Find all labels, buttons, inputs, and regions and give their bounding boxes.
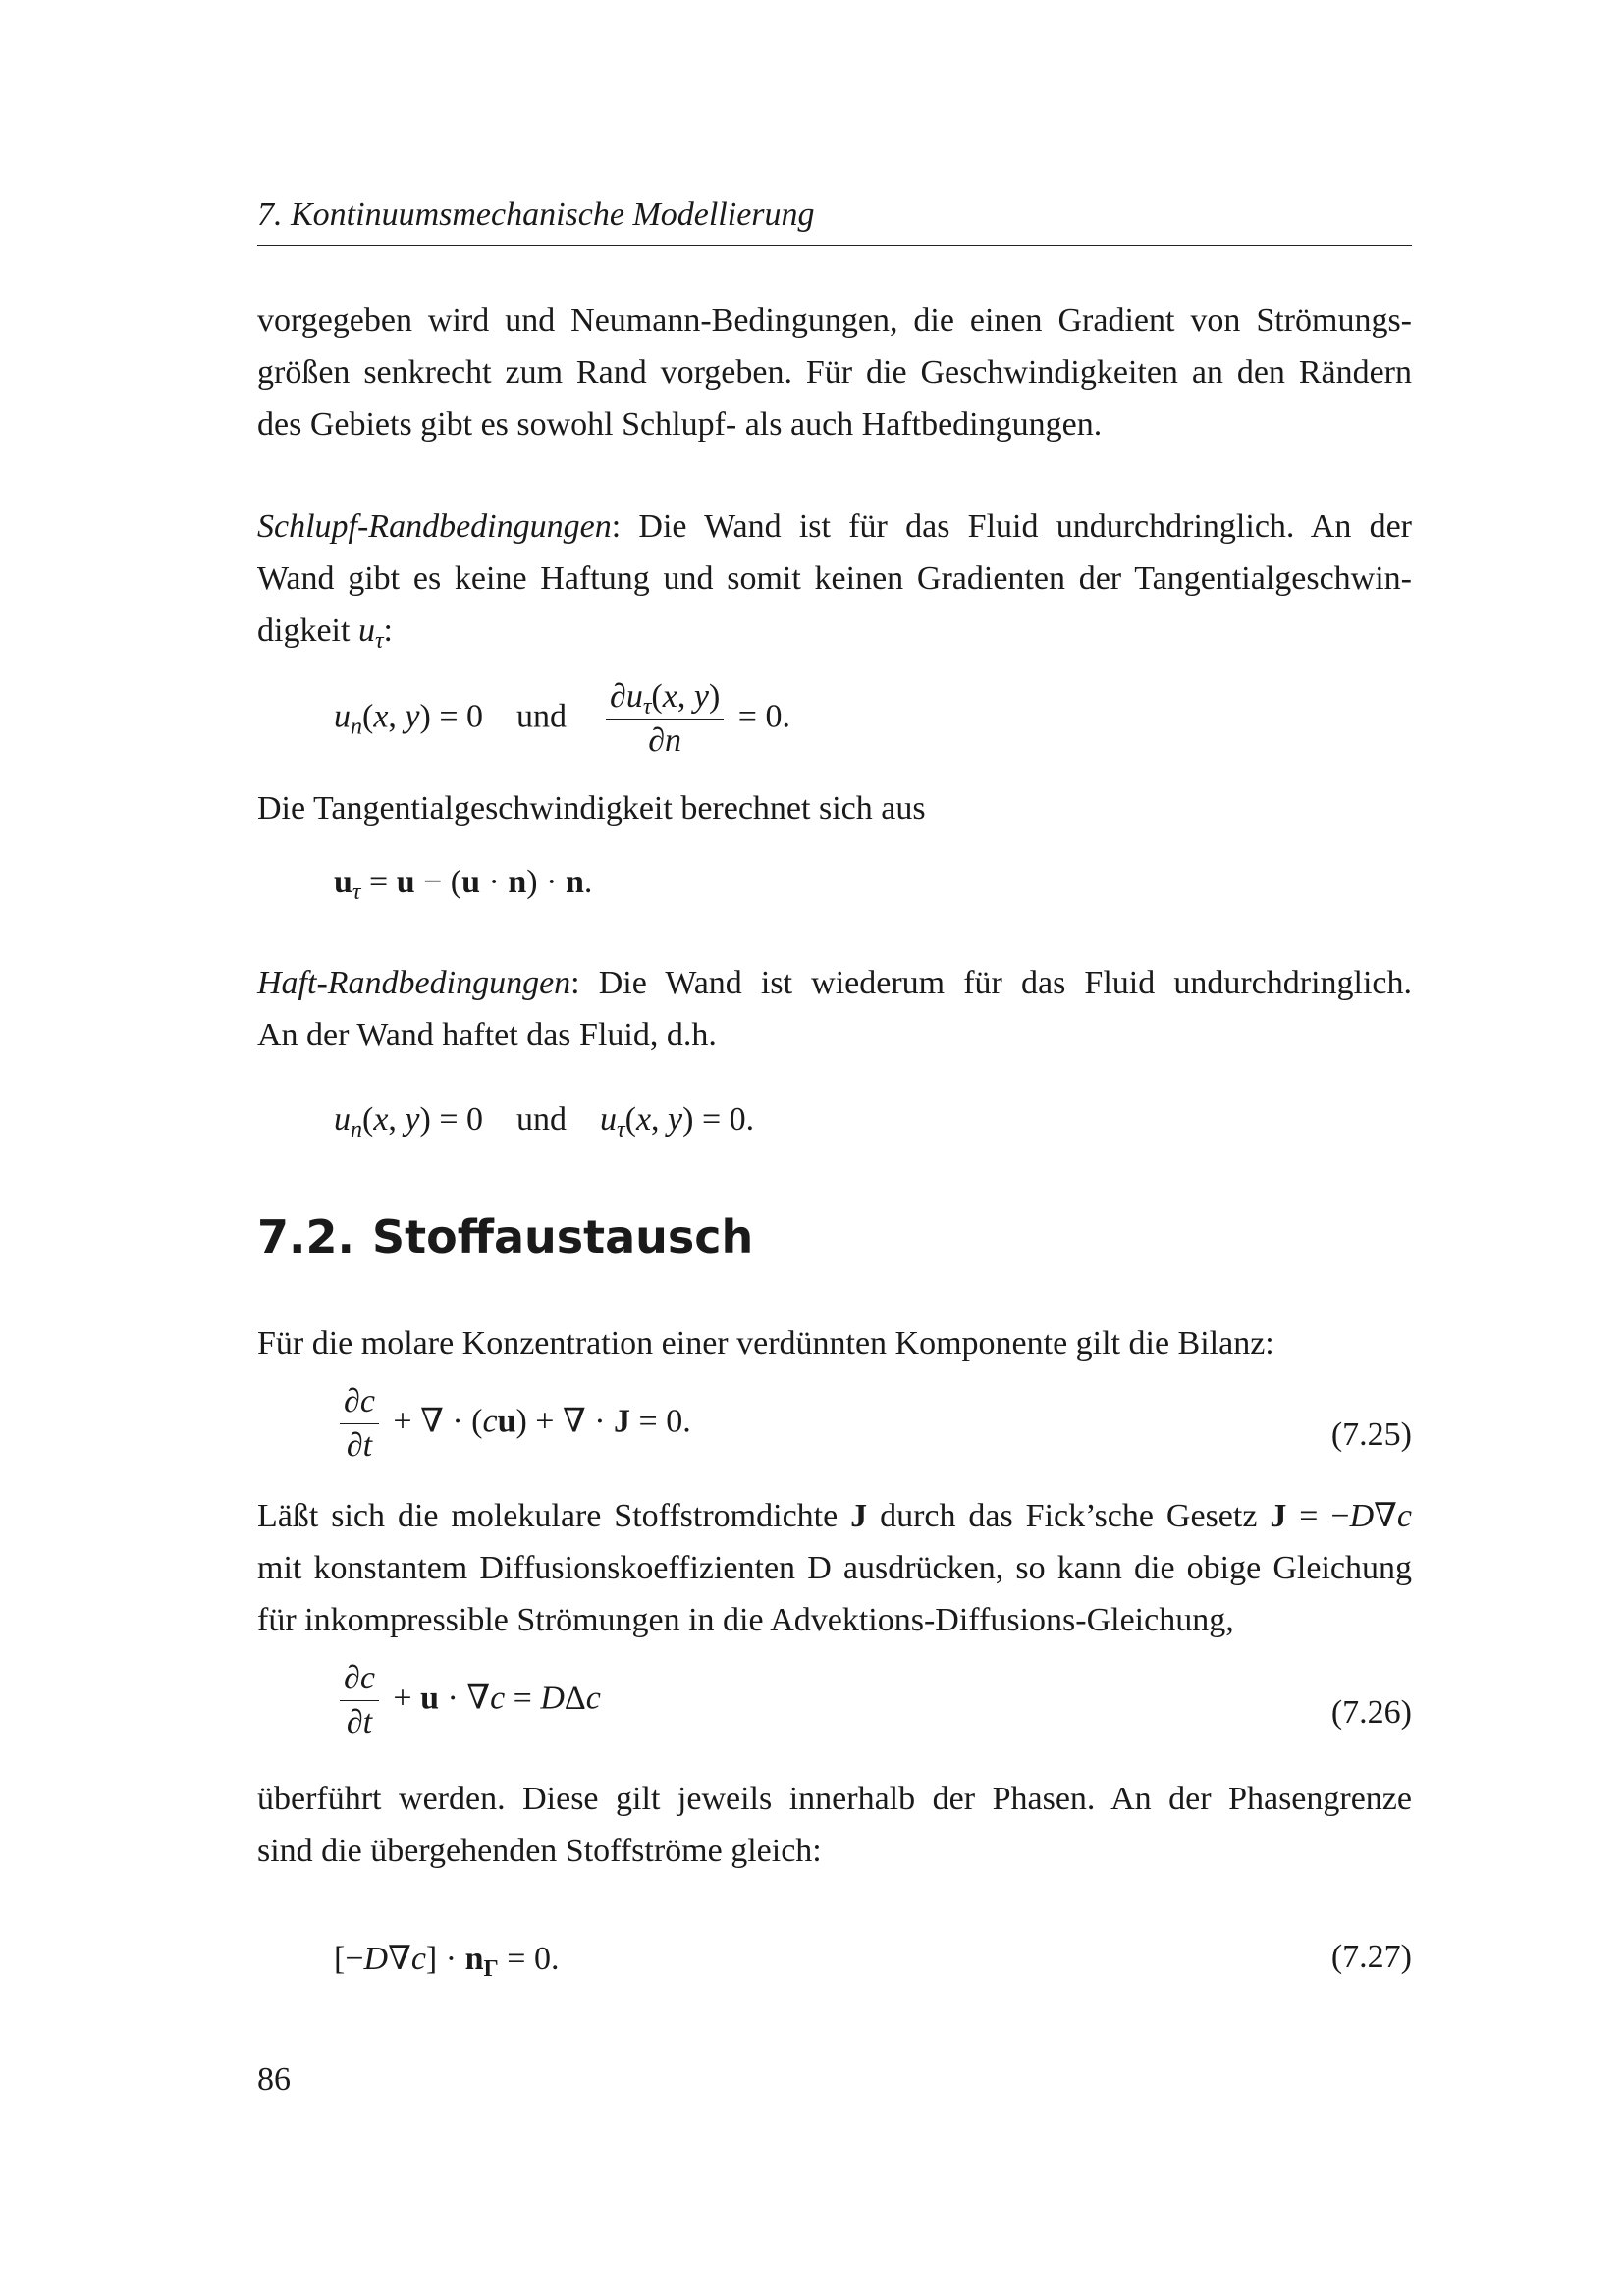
p7-line-1: überführt werden. Diese gilt jeweils innerhalb der Phasen. An der Phasengrenze — [257, 1781, 1412, 1817]
p4-line-2: An der Wand haftet das Fluid, d.h. — [257, 1017, 717, 1053]
paragraph-balance-intro: Für die molare Konzentration einer verdünnten Komponente gilt die Bilanz: — [257, 1325, 1274, 1362]
p6-line-1: Läßt sich die molekulare Stoffstromdichte J durch das Fick’sche Gesetz J = −D∇c — [257, 1498, 1413, 1534]
fraction-dc-dt: $\frac{\partial c}{\partial t}$ — [340, 1382, 379, 1466]
p4-line-1 — [257, 957, 1412, 1009]
equation-noslip: $u_n(x$, y) = 0 und $u_\tau(x$, y) = 0. — [334, 1101, 755, 1143]
fraction-dc-dt-2: $\frac{\partial c}{\partial t}$ — [340, 1659, 379, 1742]
equation-slip: $u_n(x$, y) = 0 und $\frac{\partial u_\tau(x, y)}{\partial n}$ = 0. — [334, 678, 790, 759]
paragraph-tangential-velocity: Die Tangentialgeschwindigkeit berechnet sich aus — [257, 790, 926, 827]
section-title-text: Stoffaustausch — [371, 1210, 754, 1263]
paragraph-interface — [257, 1773, 1412, 1877]
equation-number-7-27: (7.27) — [1330, 1939, 1412, 1975]
eq-slip-and: und — [516, 698, 568, 735]
p7-line-2: sind die übergehenden Stoffströme gleich: — [257, 1833, 822, 1869]
equation-7-25: $\frac{\partial c}{\partial t}$ + ∇ · (cu) + ∇ · J = 0. — [334, 1382, 691, 1466]
paragraph-fick-law — [257, 1490, 1412, 1646]
p1-line-2: größen senkrecht zum Rand vorgeben. Für die Geschwindigkeiten an den Rändern — [257, 354, 1412, 391]
equation-tangential-velocity: $u_\tau = u - (u \cdot n) \cdot n$. — [334, 864, 593, 905]
p6-line-2: mit konstantem Diffusionskoeffizienten D ausdrücken, so kann die obige Gleichung — [257, 1550, 1412, 1586]
p2-line-3: digkeit $u_\tau$: — [257, 613, 393, 654]
equation-number-7-25: (7.25) — [1330, 1416, 1412, 1453]
equation-number-7-26: (7.26) — [1330, 1694, 1412, 1731]
running-header: 7. Kontinuumsmechanische Modellierung — [257, 192, 1412, 246]
p2-line-2: Wand gibt es keine Haftung und somit keinen Gradienten der Tangentialgeschwin- — [257, 561, 1412, 597]
p6-line-3: für inkompressible Strömungen in die Advektions-Diffusions-Gleichung, — [257, 1602, 1234, 1638]
equation-7-26: $\frac{\partial c}{\partial t}$ + u · ∇c = DΔc — [334, 1659, 601, 1742]
term-noslip-conditions: Haft-Randbedingungen — [257, 965, 571, 1001]
page-number: 86 — [257, 2061, 291, 2098]
section-number: 7.2. — [257, 1210, 354, 1263]
p6-line-1-a: Läßt sich die molekulare Stoffstromdichte — [257, 1498, 851, 1534]
paragraph-noslip-conditions — [257, 957, 1412, 1061]
equation-7-27: $[-D\nabla c] \cdot n_\Gamma = 0$. — [334, 1941, 560, 1982]
paragraph-boundary-conditions — [257, 294, 1412, 451]
paragraph-slip-conditions — [257, 501, 1412, 657]
fraction-du-dn: $\frac{\partial u_\tau(x, y)}{\partial n}$ — [606, 677, 724, 761]
p1-line-3: des Gebiets gibt es sowohl Schlupf- als auch Haftbedingungen. — [257, 406, 1103, 443]
p1-line-1: vorgegeben wird und Neumann-Bedingungen, die einen Gradient von Strömungs- — [257, 302, 1412, 339]
p2-line-1 — [257, 501, 1412, 553]
section-heading — [257, 1207, 753, 1266]
eq-noslip-and: und — [516, 1101, 568, 1138]
p4-line-1-text: : Die Wand ist wiederum für das Fluid undurchdringlich. — [570, 965, 1412, 1001]
p2-line-3-text: digkeit — [257, 613, 358, 649]
math-u-tau: $u_\tau$ — [357, 613, 384, 654]
term-slip-conditions: Schlupf-Randbedingungen — [257, 508, 612, 545]
p6-line-1-b: durch das Fick’sche Gesetz — [867, 1498, 1271, 1534]
p2-line-1-text: : Die Wand ist für das Fluid undurchdringlich. An der — [611, 508, 1412, 545]
